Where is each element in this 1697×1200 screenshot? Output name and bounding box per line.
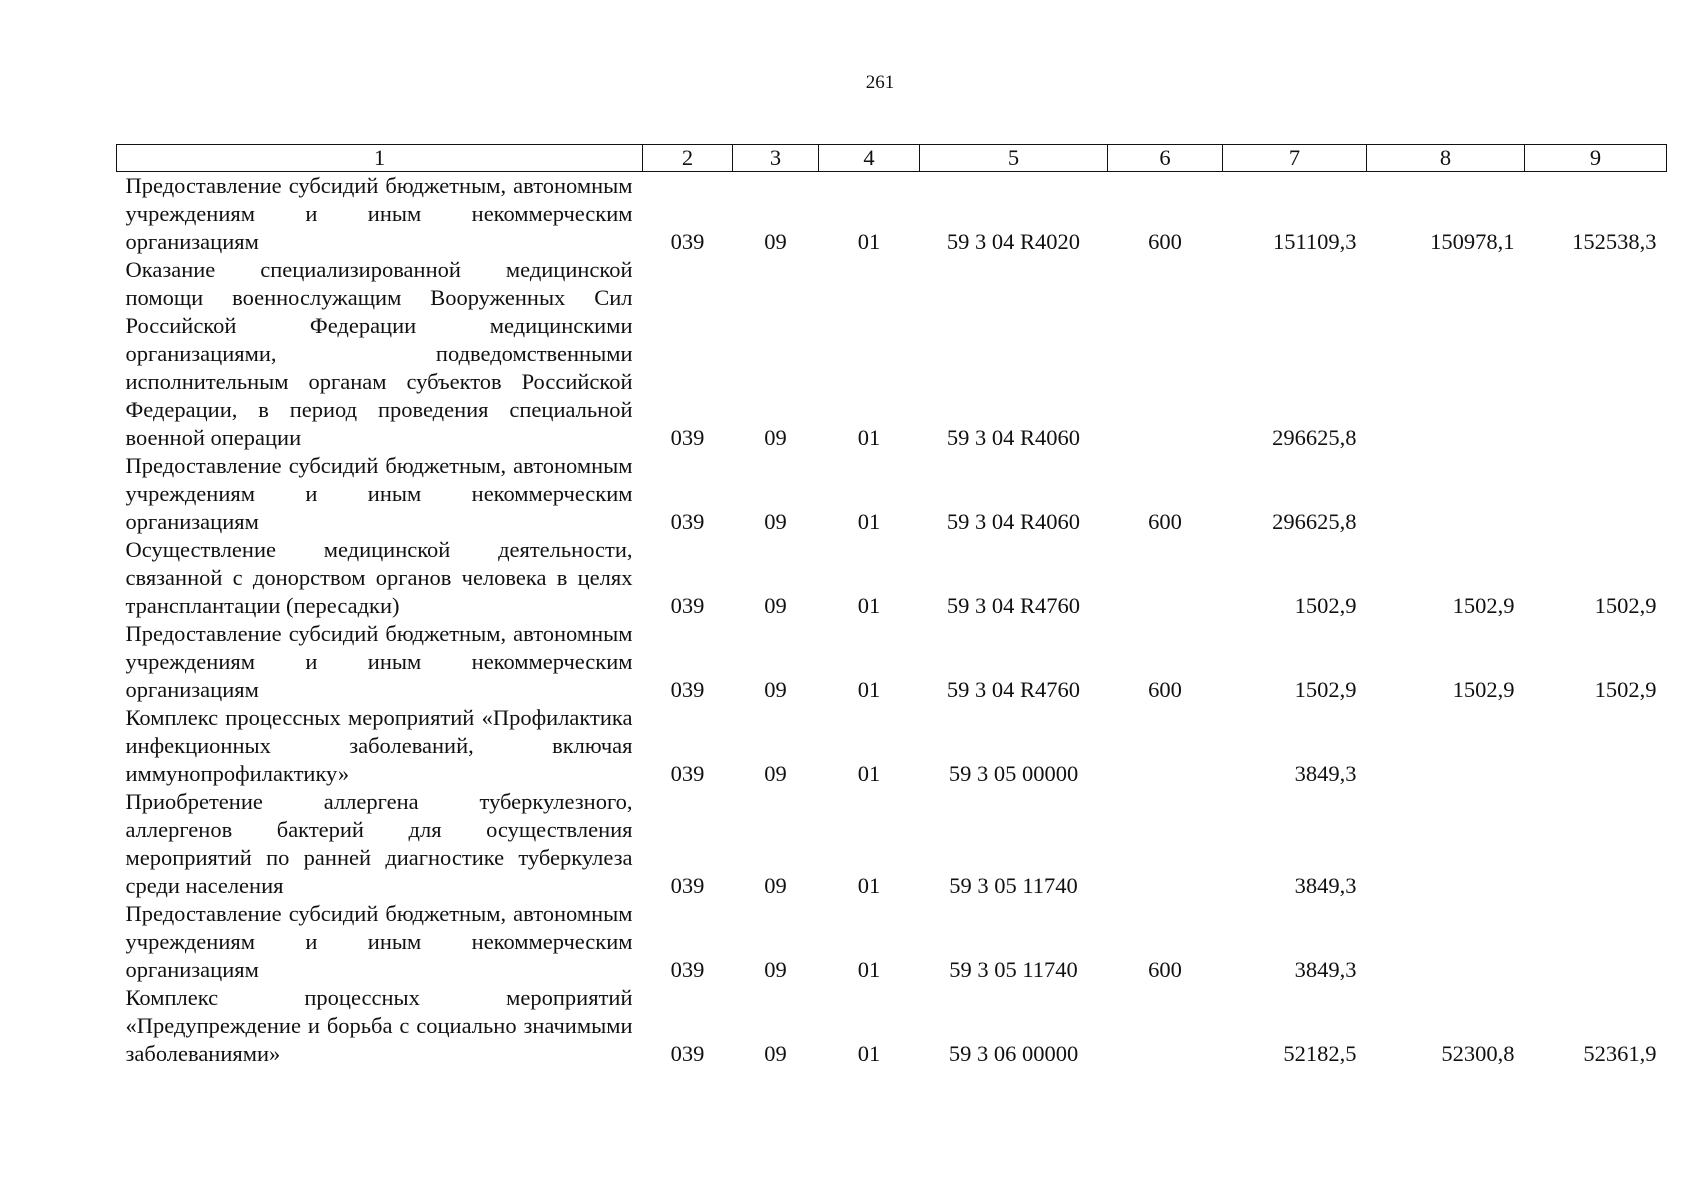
row-expense-type: 600 — [1148, 509, 1182, 534]
table-row — [117, 620, 1667, 704]
row-code-section: 09 — [764, 425, 787, 450]
row-name: Предоставление субсидий бюджетным, автономным учреждениям и иным некоммерческим организациям — [125, 453, 633, 534]
row-amount-col9: 52361,9 — [1583, 1041, 1657, 1066]
row-code-ministry: 039 — [670, 593, 705, 618]
table-row — [117, 900, 1667, 984]
row-target-article: 59 3 05 00000 — [948, 761, 1079, 786]
row-code-section: 09 — [764, 509, 787, 534]
row-target-article: 59 3 05 11740 — [949, 873, 1078, 898]
row-amount-col8 — [1367, 788, 1525, 900]
row-code-subsection: 01 — [857, 425, 881, 450]
row-amount-col8 — [1367, 704, 1525, 788]
row-amount-col7: 3849,3 — [1294, 873, 1357, 898]
row-name: Осуществление медицинской деятельности, связанной с донорством органов человека в целях трансплантации (пересадки) — [125, 537, 633, 618]
row-code-ministry: 039 — [670, 425, 705, 450]
row-code-section: 09 — [764, 593, 787, 618]
row-amount-col9 — [1525, 256, 1667, 452]
row-amount-col7: 3849,3 — [1294, 761, 1357, 786]
row-code-subsection: 01 — [857, 957, 881, 982]
row-amount-col7: 3849,3 — [1294, 957, 1357, 982]
row-target-article: 59 3 04 R4060 — [946, 425, 1081, 450]
row-target-article: 59 3 04 R4020 — [946, 229, 1081, 254]
row-target-article: 59 3 04 R4060 — [946, 509, 1081, 534]
row-amount-col9 — [1525, 452, 1667, 536]
row-code-subsection: 01 — [857, 873, 881, 898]
header-col-3: 3 — [733, 145, 819, 172]
row-expense-type: 600 — [1148, 957, 1182, 982]
row-code-ministry: 039 — [670, 873, 705, 898]
row-amount-col7: 1502,9 — [1294, 677, 1357, 702]
row-code-subsection: 01 — [857, 677, 881, 702]
row-name: Предоставление субсидий бюджетным, автономным учреждениям и иным некоммерческим организациям — [125, 173, 633, 254]
row-name: Комплекс процессных мероприятий «Предупреждение и борьба с социально значимыми заболеваниями» — [125, 985, 633, 1066]
row-amount-col9: 1502,9 — [1594, 593, 1657, 618]
row-code-ministry: 039 — [670, 229, 705, 254]
row-code-section: 09 — [764, 229, 787, 254]
row-amount-col9: 1502,9 — [1594, 677, 1657, 702]
row-name: Предоставление субсидий бюджетным, автономным учреждениям и иным некоммерческим организациям — [125, 901, 633, 982]
row-code-ministry: 039 — [670, 509, 705, 534]
row-amount-col9 — [1525, 704, 1667, 788]
table-row — [117, 256, 1667, 452]
table-row — [117, 984, 1667, 1068]
row-name: Комплекс процессных мероприятий «Профилактика инфекционных заболеваний, включая иммунопрофилактику» — [125, 705, 633, 786]
row-amount-col7: 296625,8 — [1272, 425, 1357, 450]
row-code-ministry: 039 — [670, 957, 705, 982]
row-code-ministry: 039 — [670, 761, 705, 786]
row-amount-col7: 151109,3 — [1272, 229, 1357, 254]
table-row — [117, 536, 1667, 620]
row-amount-col8: 1502,9 — [1452, 593, 1515, 618]
row-code-ministry: 039 — [670, 1041, 705, 1066]
header-row — [117, 145, 1667, 172]
row-expense-type — [1108, 256, 1223, 452]
row-amount-col9: 152538,3 — [1572, 229, 1657, 254]
row-amount-col8 — [1367, 452, 1525, 536]
row-code-subsection: 01 — [857, 1041, 881, 1066]
row-code-ministry: 039 — [670, 677, 705, 702]
row-expense-type — [1108, 704, 1223, 788]
header-col-8: 8 — [1367, 145, 1525, 172]
row-target-article: 59 3 04 R4760 — [946, 677, 1081, 702]
header-col-4: 4 — [819, 145, 920, 172]
row-target-article: 59 3 04 R4760 — [946, 593, 1081, 618]
row-code-section: 09 — [764, 761, 787, 786]
row-code-section: 09 — [764, 873, 787, 898]
table-row — [117, 172, 1667, 257]
header-col-1: 1 — [117, 145, 643, 172]
row-expense-type — [1108, 984, 1223, 1068]
row-name: Оказание специализированной медицинской помощи военнослужащим Вооруженных Сил Российской Федерации медицинскими организациями, подведомственными исполнительным органам субъектов Российской Федерации, в период проведения специальной военной операции — [125, 257, 633, 450]
row-amount-col8: 52300,8 — [1441, 1041, 1515, 1066]
row-target-article: 59 3 06 00000 — [948, 1041, 1079, 1066]
row-code-subsection: 01 — [857, 593, 881, 618]
header-col-2: 2 — [643, 145, 733, 172]
header-col-6: 6 — [1108, 145, 1223, 172]
table-row — [117, 704, 1667, 788]
row-amount-col9 — [1525, 900, 1667, 984]
row-amount-col7: 1502,9 — [1294, 593, 1357, 618]
row-amount-col8 — [1367, 256, 1525, 452]
row-name: Приобретение аллергена туберкулезного, аллергенов бактерий для осуществления мероприятий по ранней диагностике туберкулеза среди населения — [125, 789, 633, 898]
row-amount-col7: 52182,5 — [1283, 1041, 1357, 1066]
row-code-subsection: 01 — [857, 509, 881, 534]
header-col-5: 5 — [920, 145, 1108, 172]
row-amount-col9 — [1525, 788, 1667, 900]
row-amount-col8: 150978,1 — [1430, 229, 1515, 254]
row-expense-type: 600 — [1148, 677, 1182, 702]
row-code-section: 09 — [764, 1041, 787, 1066]
row-code-section: 09 — [764, 677, 787, 702]
budget-table — [116, 144, 1667, 1068]
page-number: 261 — [865, 72, 895, 93]
header-col-7: 7 — [1223, 145, 1367, 172]
row-amount-col8: 1502,9 — [1452, 677, 1515, 702]
row-code-section: 09 — [764, 957, 787, 982]
row-expense-type — [1108, 536, 1223, 620]
row-amount-col7: 296625,8 — [1272, 509, 1357, 534]
row-code-subsection: 01 — [857, 761, 881, 786]
table-row — [117, 788, 1667, 900]
header-col-9: 9 — [1525, 145, 1667, 172]
row-expense-type — [1108, 788, 1223, 900]
row-amount-col8 — [1367, 900, 1525, 984]
row-code-subsection: 01 — [857, 229, 881, 254]
row-expense-type: 600 — [1148, 229, 1182, 254]
row-target-article: 59 3 05 11740 — [949, 957, 1078, 982]
table-row — [117, 452, 1667, 536]
row-name: Предоставление субсидий бюджетным, автономным учреждениям и иным некоммерческим организациям — [125, 621, 633, 702]
